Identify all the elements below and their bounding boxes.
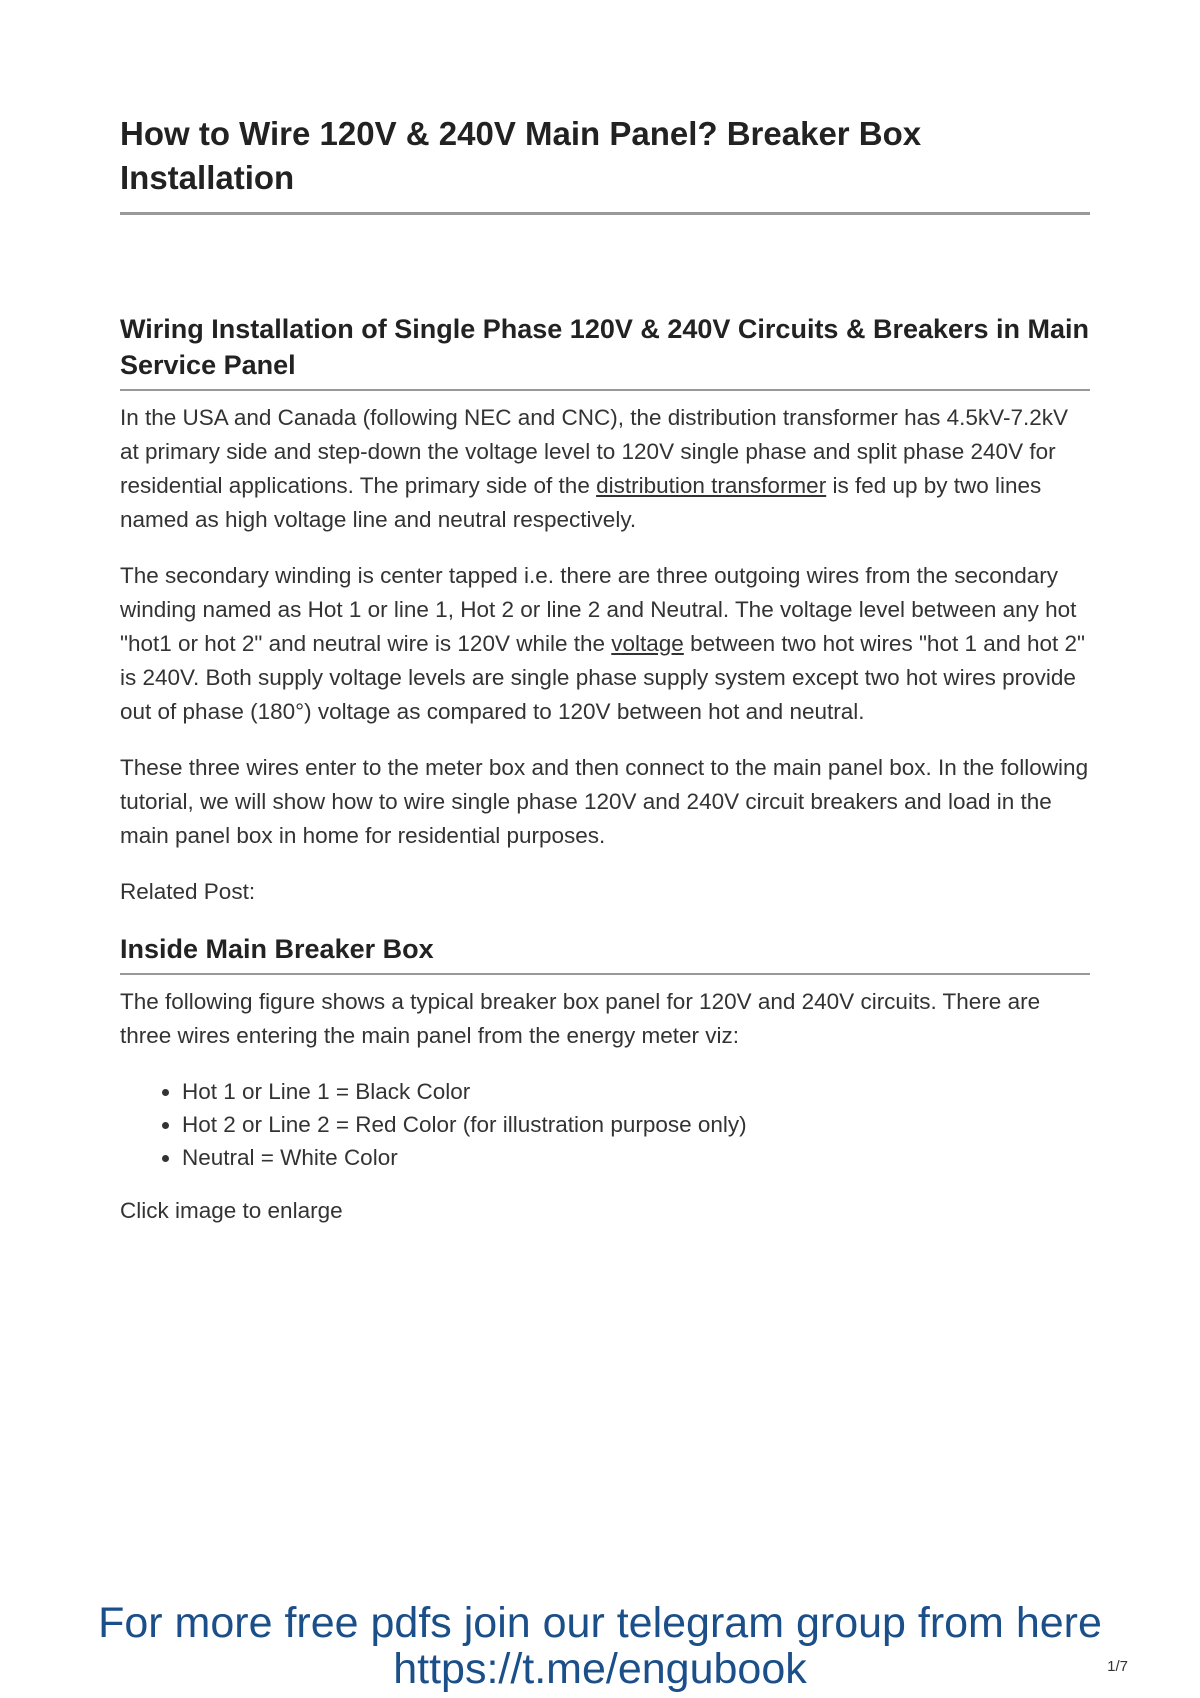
link-distribution-transformer[interactable]: distribution transformer: [596, 473, 827, 498]
wire-color-list: [120, 1075, 1090, 1174]
paragraph-three-wires: These three wires enter to the meter box and then connect to the main panel box. In the following tutorial, we will show how to wire single phase 120V and 240V circuit breakers and load in the main panel box in home for residential purposes.: [120, 755, 1089, 848]
paragraph-secondary-text-b: between two hot wires "hot 1 and hot 2" is 240V. Both supply voltage levels are single phase supply system except two hot wires provide out of phase (180°) voltage as compared to 120V between hot and neutral.: [120, 631, 1086, 724]
link-voltage[interactable]: voltage: [611, 631, 684, 656]
paragraph-intro: [120, 401, 1090, 537]
section-heading-wiring-installation: Wiring Installation of Single Phase 120V & 240V Circuits & Breakers in Main Service Panel: [120, 311, 1090, 391]
paragraph-secondary-winding: [120, 559, 1090, 729]
page-number: 1/7: [1107, 1658, 1128, 1675]
paragraph-secondary-text-a: The secondary winding is center tapped i.e. there are three outgoing wires from the secondary winding named as Hot 1 or line 1, Hot 2 or line 2 and Neutral. The voltage level between any hot "hot1 or hot 2" and neutral wire is 120V while the: [120, 563, 1077, 656]
footer-promo-link[interactable]: https://t.me/engubook: [393, 1645, 807, 1693]
click-image-note: Click image to enlarge: [120, 1198, 343, 1223]
document-page: [120, 112, 1090, 1250]
list-item: • Hot 1 or Line 1 = Black Color: [182, 1075, 1090, 1108]
related-post-label: Related Post:: [120, 879, 256, 904]
footer-promo-text: For more free pdfs join our telegram group from here: [98, 1599, 1102, 1647]
section-heading-inside-breaker-box: Inside Main Breaker Box: [120, 931, 1090, 975]
page-title: How to Wire 120V & 240V Main Panel? Breaker Box Installation: [120, 112, 1090, 215]
paragraph-breaker-box-intro: The following figure shows a typical breaker box panel for 120V and 240V circuits. There are three wires entering the main panel from the energy meter viz:: [120, 989, 1041, 1048]
paragraph-intro-text-b: is fed up by two lines named as high voltage line and neutral respectively.: [120, 473, 1042, 532]
list-item: • Hot 2 or Line 2 = Red Color (for illustration purpose only): [182, 1108, 1090, 1141]
paragraph-intro-text-a: In the USA and Canada (following NEC and CNC), the distribution transformer has 4.5kV-7.2kV at primary side and step-down the voltage level to 120V single phase and split phase 240V for residential applications. The primary side of the: [120, 405, 1068, 498]
footer-promo: [0, 1600, 1200, 1692]
list-item: • Neutral = White Color: [182, 1141, 1090, 1174]
